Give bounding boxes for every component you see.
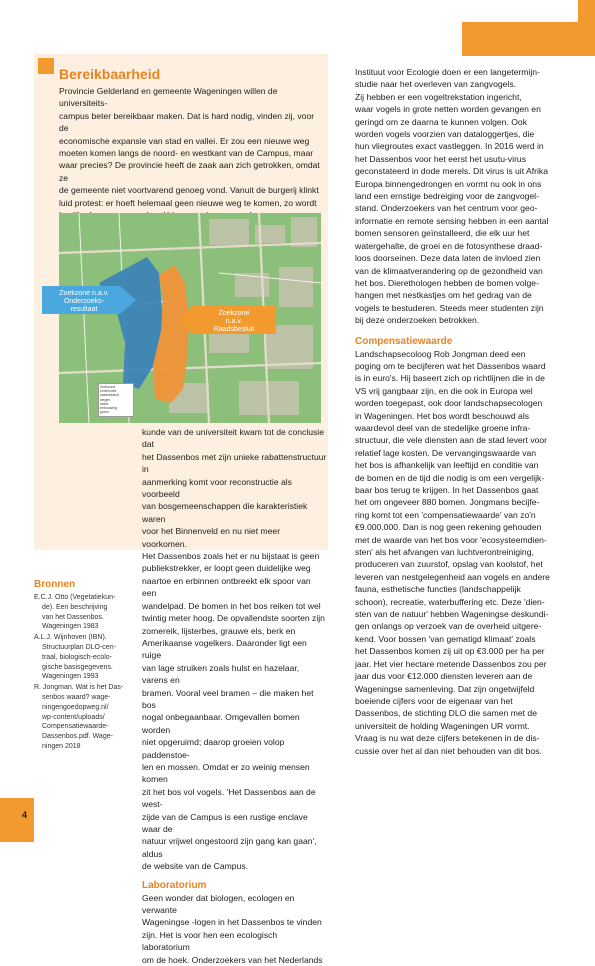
body-line: hun vliegroutes exact vastleggen. In 2016 werd in bbox=[355, 141, 544, 152]
body-line: Wageningse -logen in het Dassenbos te vinden bbox=[142, 917, 322, 928]
map-legend: Zoekzone onderzoek raadsbesluit wegen water bebouwing groen bbox=[98, 383, 134, 417]
intro-line: de gemeente niet voortvarend genoeg vond. Vanuit de burgerij klinkt bbox=[59, 185, 319, 196]
body-line: van bosgemeenschappen die karakteristiek waren bbox=[142, 501, 308, 524]
body-line: jaar dus voor €12.000 diensten leveren aan de bbox=[355, 671, 533, 682]
body-line: voor het Binnenveld en nu niet meer voorkomen. bbox=[142, 526, 281, 549]
body-line: hangen met nestkastjes om het gedrag van de bbox=[355, 290, 532, 301]
body-line: niet opgeruimd; daarop groeien volop paddenstoe- bbox=[142, 737, 285, 760]
body-line: van de klimaatverandering op de gezondheid van bbox=[355, 265, 543, 276]
body-line: Wageningse samenleving. Dat zijn ongetwijfeld bbox=[355, 683, 535, 694]
map-label-east: Zoekzone n.a.v. Raadsbesluit bbox=[213, 310, 255, 333]
body-line: structuur, die vele diensten aan de stad levert voor bbox=[355, 435, 548, 446]
intro-line: waar precies? De provincie heeft de zaak aan zich getrokken, omdat ze bbox=[59, 160, 320, 183]
body-line: om de hoek. Onderzoekers van het Nederlands bbox=[142, 954, 323, 965]
body-line: gen onlangs op verzoek van de overheid uitgere- bbox=[355, 621, 542, 632]
body-line: zomereik, lijsterbes, grauwe els, berk en bbox=[142, 625, 296, 636]
body-line: het Dassenbos komen zij uit op €3.000 per ha per bbox=[355, 646, 545, 657]
map-label-west: Zoekzone n.a.v. Onderzoeks- resultaat bbox=[59, 290, 109, 313]
body-line: publiekstrekker, er loopt geen duidelijke weg bbox=[142, 563, 311, 574]
body-line: zijde van de Campus is een rustige enclave waar de bbox=[142, 811, 308, 834]
body-line: baar bos terug te krijgen. In het Dassenbos gaat bbox=[355, 485, 539, 495]
sources-sidebar bbox=[34, 578, 134, 753]
body-line: land een ernstige bedreiging voor de zangvogel- bbox=[355, 191, 539, 202]
source-item: R. Jongman. Wat is het Das- senbos waard? wage- ningengoedopweg.nl/ wp-content/uploads/ Compensatiewaarde- Dassenbos.pdf. Wage- ningen 2018 bbox=[34, 684, 124, 750]
body-column-left bbox=[142, 426, 327, 966]
body-line: Landschapsecoloog Rob Jongman deed een bbox=[355, 348, 526, 359]
body-line: universiteit de holding Wageningen UR vormt. bbox=[355, 720, 530, 731]
body-line: Zij hebben er een vogeltrekstation ingericht, bbox=[355, 91, 522, 102]
body-line: bomen sensoren geïnstalleerd, die elk uur het bbox=[355, 228, 530, 239]
body-line: sten van de natuur' hebben Wageningse deskundi- bbox=[355, 609, 549, 620]
body-line: waar vogels in grote netten worden gevangen en bbox=[355, 104, 541, 115]
heading-compensatiewaarde: Compensatiewaarde bbox=[355, 335, 453, 347]
body-line: boeiende cijfers voor de eigenaar van het bbox=[355, 695, 513, 706]
source-item: A.L.J. Wijnhoven (IBN). Structuurplan DLO-cen- traal, biologisch-ecolo- gische basisgegevens. Wageningen 1993 bbox=[34, 634, 116, 681]
body-line: het Dassenbos met zijn unieke rabattenstructuur in bbox=[142, 451, 327, 475]
page-number-box bbox=[0, 798, 34, 842]
body-line: relatief lage kosten. De vervangingswaarde van bbox=[355, 447, 537, 458]
body-line: worden vogels voorzien van dataloggertjes, die bbox=[355, 129, 535, 140]
body-line: VS vrij gangbaar zijn, en die ook in Europa wel bbox=[355, 385, 533, 396]
body-line: poging om te becijferen wat het Dassenbos waard bbox=[355, 360, 546, 371]
article-title: Bereikbaarheid bbox=[59, 66, 161, 82]
body-line: jaar. Het vier hectare metende Dassenbos zou per bbox=[355, 658, 547, 669]
body-line: is in euro's. Hij baseert zich op richtlijnen die in de bbox=[355, 373, 545, 384]
body-line: Vraag is nu wat deze cijfers betekenen in de dis- bbox=[355, 733, 540, 744]
heading-laboratorium: Laboratorium bbox=[142, 879, 207, 891]
body-line: Geen wonder dat biologen, ecologen en verwante bbox=[142, 892, 295, 916]
body-line: €9.000.000. Dan is nog geen rekening gehouden bbox=[355, 522, 542, 533]
intro-line: moeten komen langs de noord- en westkant van de Campus, maar bbox=[59, 148, 314, 159]
body-line: stand. Onderzoekers van het centrum voor geo- bbox=[355, 203, 538, 214]
body-line: Amerikaanse vogelkers. Daaronder ligt een ruige bbox=[142, 637, 307, 661]
body-line: produceren van zuurstof, opslag van koolstof, het bbox=[355, 559, 543, 570]
body-line: zijn. Het is voor hen een ecologisch laboratorium bbox=[142, 929, 278, 953]
page-number: 4 bbox=[22, 810, 28, 820]
intro-line: economische expansie van stad en vallei. Er zou een nieuwe weg bbox=[59, 135, 310, 146]
body-line: ring komt tot een 'compensatiewaarde' van zo'n bbox=[355, 509, 536, 520]
body-line: nogal onbegaanbaar. Omgevallen bomen worden bbox=[142, 712, 300, 735]
body-line: len en mossen. Omdat er zo weinig mensen komen bbox=[142, 761, 310, 785]
body-line: van lage struiken zoals hulst en hazelaar, varens en bbox=[142, 662, 300, 686]
body-line: het om ongeveer 880 bomen. Jongmans becijfe- bbox=[355, 497, 540, 508]
body-line: aanmerking komt voor reconstructie als voorbeeld bbox=[142, 476, 292, 500]
body-line: wandelpad. De bomen in het bos reiken tot wel bbox=[142, 600, 321, 611]
body-line: studie naar het overleven van zangvogels. bbox=[355, 79, 516, 90]
body-line: naartoe en erbinnen ontbreekt elk spoor van een bbox=[142, 575, 311, 599]
body-line: bramen. Vooral veel bramen – die maken het bos bbox=[142, 687, 314, 710]
corner-decoration-cutout bbox=[462, 0, 595, 22]
body-column-right bbox=[355, 66, 575, 757]
body-line: de website van de Campus. bbox=[142, 861, 249, 872]
body-line: leveren van nestgelegenheid aan vogels en andere bbox=[355, 571, 550, 582]
body-line: het Dassenbos voor het eerst het usutu-virus bbox=[355, 153, 527, 164]
body-line: geconstateerd in dode merels. Dit virus is uit Afrika bbox=[355, 166, 548, 177]
body-line: Instituut voor Ecologie doen er een langetermijn- bbox=[355, 67, 540, 77]
body-line: in Wageningen. Het bos wordt beschouwd als bbox=[355, 410, 530, 421]
intro-line: luid protest: er hoeft helemaal geen nieuwe weg te komen, zo wordt bbox=[59, 197, 317, 208]
body-line: fauna, esthetische functies (landschappelijk bbox=[355, 584, 521, 595]
body-line: zit het bos vol vogels. 'Het Dassenbos aan de west- bbox=[142, 786, 316, 810]
body-line: cussie over het al dan niet behouden van dit bos. bbox=[355, 745, 542, 756]
intro-line: campus beter bereikbaar maken. Dat is hard nodig, vinden zij, voor de bbox=[59, 110, 315, 134]
body-line: sten' als het afvangen van luchtverontreiniging, bbox=[355, 547, 534, 558]
source-item: E.C.J. Otto (Vegetatiekun- de). Een beschrijving van het Dassenbos. Wageningen 1983 bbox=[34, 594, 116, 631]
body-line: het bos is afhankelijk van leeftijd en conditie van bbox=[355, 460, 539, 471]
body-line: informatie en remote sensing hebben in een aantal bbox=[355, 215, 549, 226]
body-line: watergehalte, de groei en de fotosynthese draad- bbox=[355, 240, 543, 251]
body-line: worden toegepast, ook door landschapsecologen bbox=[355, 398, 543, 409]
body-line: met de waarde van het bos voor 'ecosysteemdien- bbox=[355, 534, 547, 545]
body-line: waardevol deel van de stedelijke groene infra- bbox=[355, 422, 531, 433]
body-line: kunde van de universiteit kwam tot de conclusie dat bbox=[142, 427, 325, 450]
panel-marker bbox=[38, 58, 54, 74]
body-line: Europa binnengedrongen en vormt nu ook in ons bbox=[355, 178, 542, 189]
body-line: twintig meter hoog. De opvallendste soorten zijn bbox=[142, 613, 325, 624]
heading-sources: Bronnen bbox=[34, 579, 76, 590]
body-line: schoon), recreatie, waterbuffering etc. Deze 'dien- bbox=[355, 596, 545, 607]
body-line: loos doorseinen. Deze data laten de invloed zien bbox=[355, 253, 541, 264]
body-line: natuur vrijwel ongestoord zijn gang kan gaan', aldus bbox=[142, 836, 317, 859]
body-line: kend. Voor bossen 'van gematigd klimaat' zoals bbox=[355, 633, 536, 644]
body-line: de bomen en de tijd die nodig is om een vergelijk- bbox=[355, 472, 545, 483]
body-line: Dassenbos, de stichting DLO die samen met de bbox=[355, 708, 537, 719]
body-line: bij deze onderzoeken betrokken. bbox=[355, 315, 480, 326]
intro-line: Provincie Gelderland en gemeente Wageningen willen de universiteits- bbox=[59, 86, 278, 109]
body-line: Het Dassenbos zoals het er nu bijstaat is geen bbox=[142, 551, 320, 562]
corner-decoration-bar bbox=[578, 0, 595, 56]
body-line: geringd om ze daarna te kunnen volgen. Ook bbox=[355, 116, 527, 127]
body-line: vogels te bestuderen. Steeds meer studenten zijn bbox=[355, 302, 544, 313]
intro-paragraph bbox=[59, 85, 325, 234]
body-line: het bos. Dierethologen hebben de bomen volge- bbox=[355, 277, 539, 288]
